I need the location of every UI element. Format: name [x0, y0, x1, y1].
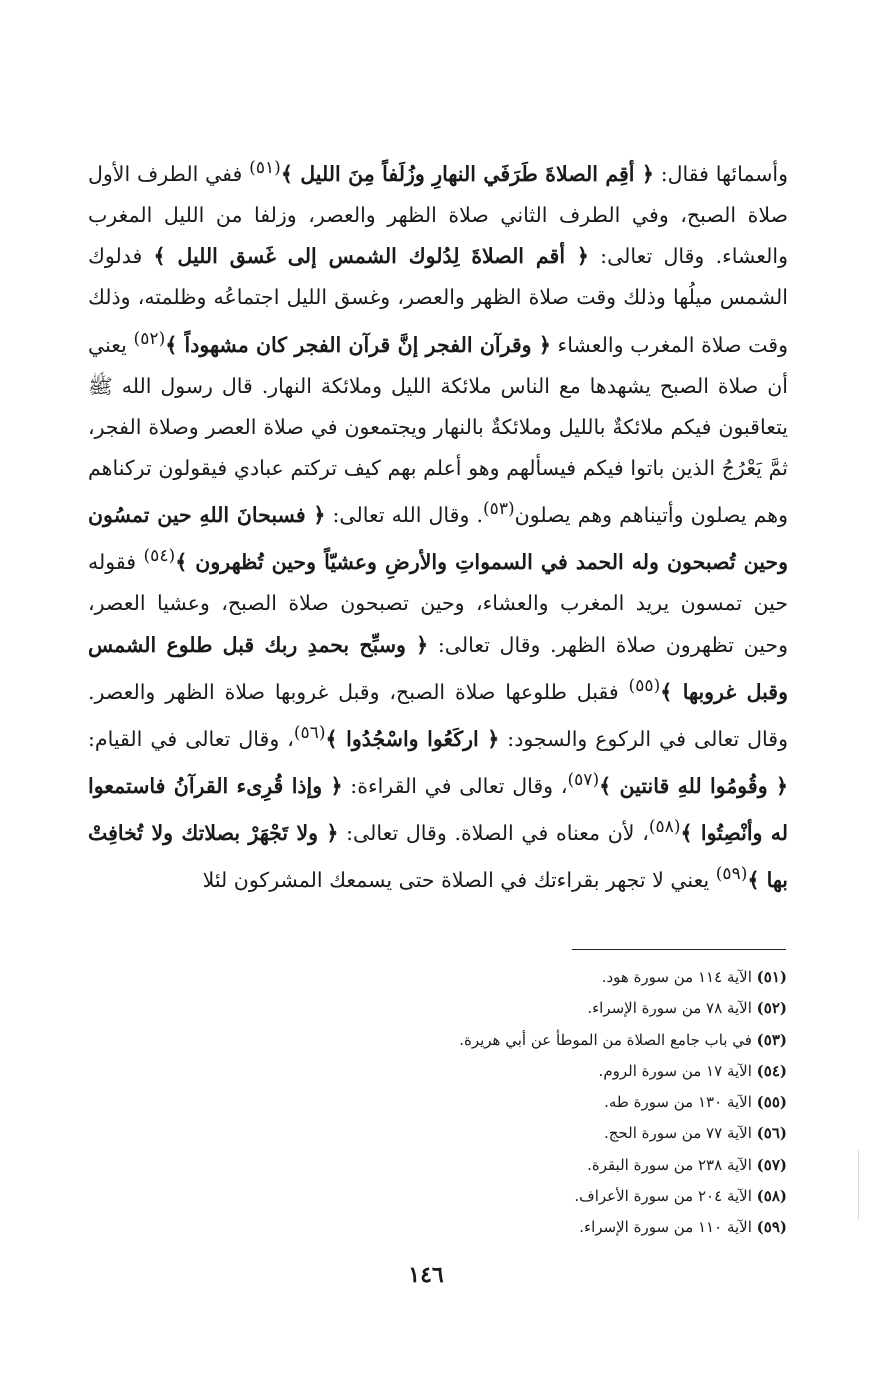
footnote-item [267, 1025, 787, 1056]
quran-verse: ﴿ وسبِّح بحمدِ ربك قبل طلوع الشمس وقبل غروبها ﴾ [88, 632, 788, 704]
body-text-segment: يعني لا تجهر بقراءتك في الصلاة حتى يسمعك المشركون لئلا [202, 867, 716, 892]
quran-verse: ﴿ اركَعُوا واسْجُدُوا ﴾ [325, 726, 500, 751]
footnote-number: (٥١) [756, 968, 787, 986]
footnote-text: الآية ٧٨ من سورة الإسراء. [587, 999, 757, 1018]
footnote-ref: (٥٤) [143, 546, 176, 567]
footnote-item [267, 1118, 787, 1149]
footnote-text: الآية ١٣٠ من سورة طه. [604, 1093, 757, 1112]
footnote-item [267, 1087, 787, 1118]
body-text-segment: فدلوك الشمس ميلُها وذلك وقت صلاة الظهر والعصر، وغسق الليل اجتماعُه وظلمته، وذلك وقت صلاة المغرب والعشاء [88, 244, 788, 357]
footnote-ref: (٥٣) [482, 499, 515, 520]
footnote-number: (٥٦) [756, 1124, 787, 1143]
footnote-number: (٥٧) [756, 1155, 787, 1174]
footnote-text: في باب جامع الصلاة من الموطأ عن أبي هريرة. [459, 1030, 757, 1049]
footnote-item [267, 1056, 787, 1087]
footnote-item [267, 1150, 787, 1181]
footnote-text: الآية ٢٠٤ من سورة الأعراف. [574, 1187, 757, 1206]
footnote-divider [572, 949, 786, 950]
footnote-item [267, 1181, 787, 1212]
quran-verse: ﴿ أقِم الصلاةَ طَرَفَي النهارِ وزُلَفاً مِنَ الليل ﴾ [280, 161, 654, 186]
page-number: ١٤٦ [408, 1262, 444, 1288]
footnote-ref: (٥٦) [293, 722, 326, 743]
footnote-text: الآية ٢٣٨ من سورة البقرة. [587, 1155, 757, 1174]
footnote-ref: (٥٥) [628, 675, 661, 696]
body-text-segment: ، وقال تعالى في القراءة: [342, 773, 568, 798]
quran-verse: ﴿ ولا تَجْهَرْ بصلاتك ولا تُخافِتْ بها ﴾ [88, 820, 788, 892]
footnote-number: (٥٩) [756, 1218, 787, 1237]
body-text-segment: يعني أن صلاة الصبح يشهدها مع الناس ملائكة الليل وملائكة النهار. قال رسول الله ﷺ يتعاقبون فيكم ملائكةٌ بالليل وملائكةٌ بالنهار ويجتمعون في صلاة العصر وصلاة الفجر، ثمَّ يَعْرُجُ الذين باتوا فيكم فيسألهم وهو أعلم بهم كيف تركتم عبادي فيقولون تركناهم وهم يصلون وأتيناهم وهم يصلون [88, 332, 788, 528]
footnote-ref: (٥٧) [567, 769, 600, 790]
footnote-text: الآية ١٧ من سورة الروم. [598, 1061, 757, 1080]
body-text-segment: ، لأن معناه في الصلاة. وقال تعالى: [338, 820, 649, 845]
footnote-text: الآية ١١٠ من سورة الإسراء. [579, 1218, 757, 1237]
quran-verse: ﴿ فسبحانَ اللهِ حين تمسُون وحين تُصبحون وله الحمد في السمواتِ والأرضِ وعشيّاً وحين تُظهرون ﴾ [88, 503, 788, 575]
body-text-segment: فقبل طلوعها صلاة الصبح، وقبل غروبها صلاة الظهر والعصر. وقال تعالى في الركوع والسجود: [88, 679, 788, 751]
footnote-text: الآية ١١٤ من سورة هود. [601, 968, 757, 986]
body-text-segment: وأسمائها فقال: [653, 161, 788, 186]
footnote-number: (٥٨) [756, 1187, 787, 1206]
body-text-segment: ، وقال تعالى في القيام: [88, 726, 294, 751]
footnote-number: (٥٢) [756, 999, 787, 1018]
footnote-text: الآية ٧٧ من سورة الحج. [603, 1124, 757, 1143]
footnotes-list [267, 962, 787, 1244]
footnote-item [267, 1212, 787, 1243]
footnote-ref: (٥١) [249, 158, 281, 178]
footnote-number: (٥٤) [756, 1061, 787, 1080]
footnote-number: (٥٥) [756, 1093, 787, 1112]
footnote-ref: (٥٢) [133, 328, 166, 349]
scan-margin-line [858, 1150, 859, 1220]
quran-verse: ﴿ وإذا قُرِىء القرآنُ فاستمعوا له وأنْصِتُوا ﴾ [88, 773, 789, 845]
footnote-item [267, 993, 787, 1024]
body-text-segment: . وقال الله تعالى: [325, 503, 483, 528]
footnote-number: (٥٣) [756, 1030, 787, 1049]
body-paragraph [88, 148, 788, 901]
body-text-segment: فقوله حين تمسون يريد المغرب والعشاء، وحين تصبحون صلاة الصبح، وعشيا العصر، وحين تظهرون صلاة الظهر. وقال تعالى: [88, 550, 788, 657]
quran-verse: ﴿ وقرآن الفجر إنَّ قرآن الفجر كان مشهوداً ﴾ [165, 332, 551, 357]
footnote-ref: (٥٩) [715, 863, 748, 884]
quran-verse: ﴿ أقم الصلاةَ لِدُلوك الشمس إلى غَسق الليل ﴾ [153, 244, 589, 269]
footnote-ref: (٥٨) [648, 816, 681, 837]
quran-verse: ﴿ وقُومُوا للهِ قانتين ﴾ [599, 773, 788, 798]
footnote-item [267, 962, 787, 993]
body-text-segment: ففي الطرف الأول صلاة الصبح، وفي الطرف الثاني صلاة الظهر والعصر، وزلفا من الليل المغرب والعشاء. وقال تعالى: [88, 161, 788, 269]
